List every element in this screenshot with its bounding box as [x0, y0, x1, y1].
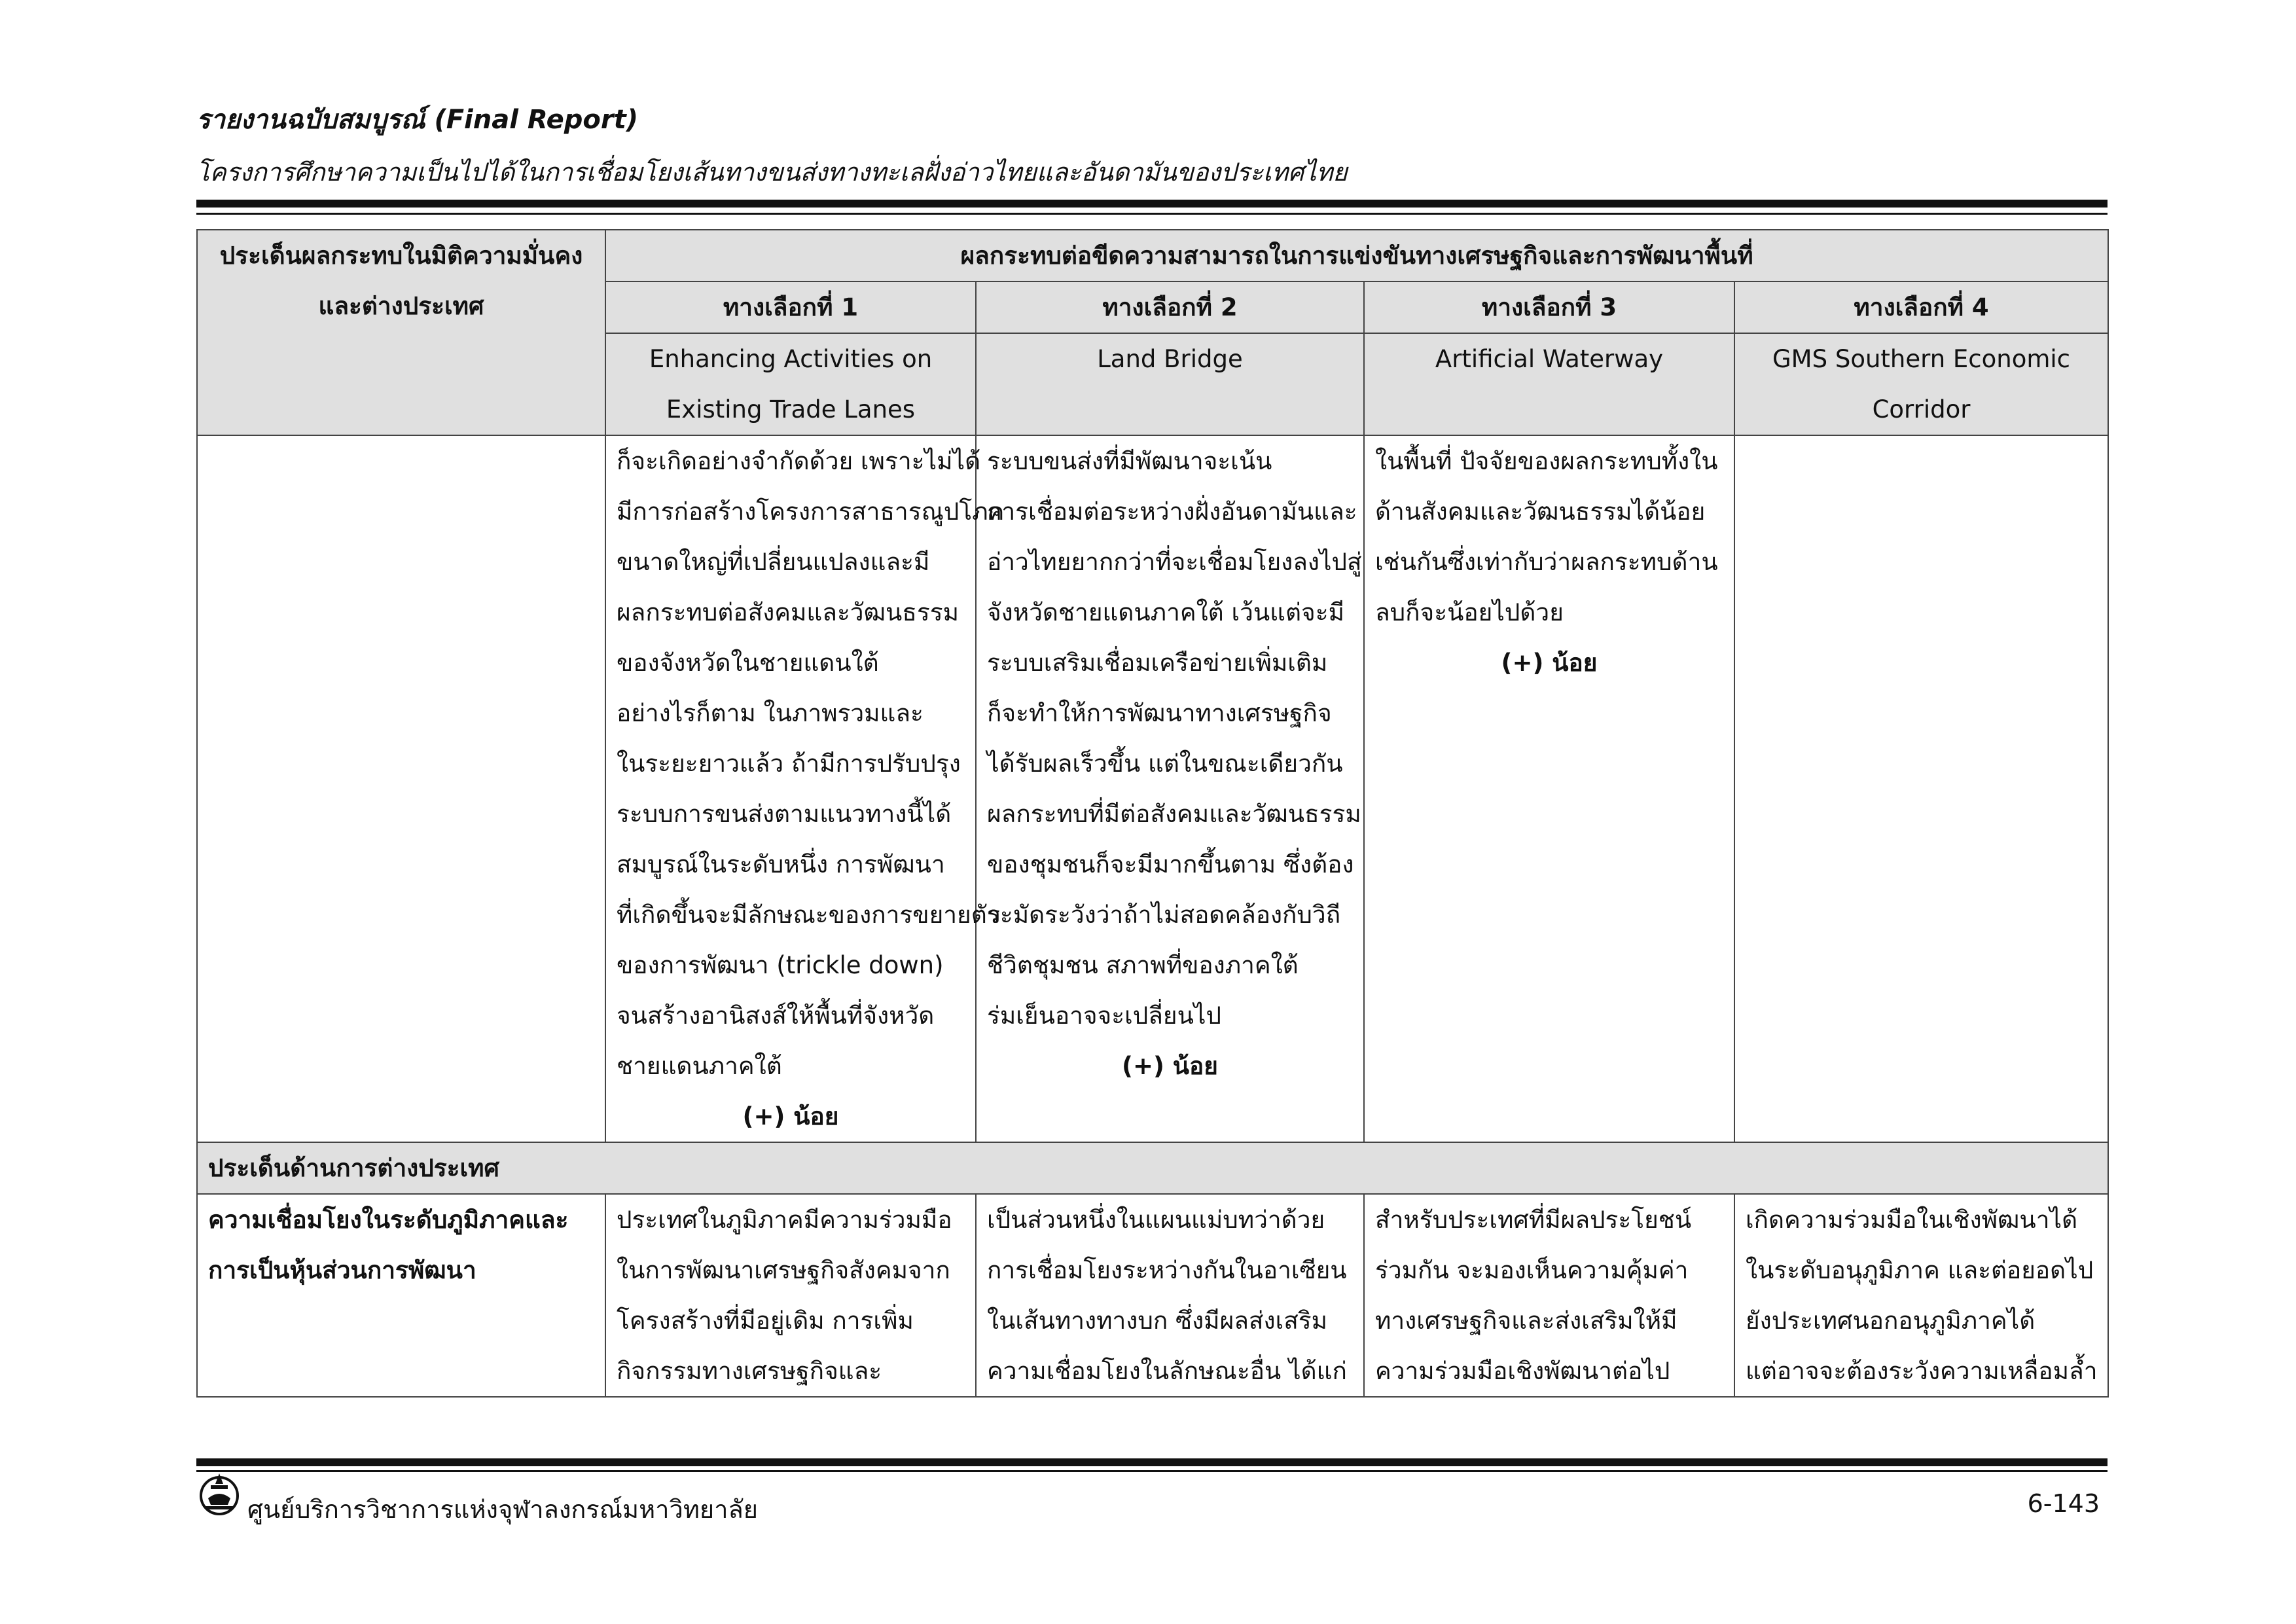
impact-rating: (+) น้อย — [1122, 1052, 1218, 1080]
row2-col4-cell — [1734, 1194, 2108, 1397]
text-line: ลบก็จะน้อยไปด้วย — [1375, 598, 1564, 626]
report-title: รายงานฉบับสมบูรณ์ (Final Report) — [196, 105, 639, 135]
text-line: อ่าวไทยยากกว่าที่จะเชื่อมโยงลงไปสู่ — [987, 548, 1362, 576]
text-line: กิจกรรมทางเศรษฐกิจและ — [617, 1357, 882, 1385]
left-header-cell — [197, 230, 605, 435]
footer-rule-thin — [196, 1470, 2108, 1472]
text-line: โครงสร้างที่มีอยู่เดิม การเพิ่ม — [617, 1307, 914, 1335]
text-line: ผลกระทบที่มีต่อสังคมและวัฒนธรรม — [987, 800, 1361, 828]
text-line: สมบูรณ์ในระดับหนึ่ง การพัฒนา — [617, 850, 945, 878]
text-line: จังหวัดชายแดนภาคใต้ เว้นแต่จะมี — [987, 598, 1344, 626]
option-3-name — [1364, 333, 1734, 435]
page-number: 6-143 — [2027, 1489, 2100, 1518]
option-1-name — [605, 333, 976, 435]
option-name-line: Artificial Waterway — [1435, 345, 1664, 373]
option-4-name — [1734, 333, 2108, 435]
text-line: ชายแดนภาคใต้ — [617, 1052, 782, 1080]
text-line: ระบบขนส่งที่มีพัฒนาจะเน้น — [987, 447, 1272, 475]
text-line: ในการพัฒนาเศรษฐกิจสังคมจาก — [617, 1256, 950, 1284]
text-line: ระมัดระวังว่าถ้าไม่สอดคล้องกับวิถี — [987, 901, 1341, 929]
header-rule-thin — [196, 213, 2108, 215]
footer-rule — [196, 1458, 2108, 1466]
table-row — [197, 435, 2108, 1142]
header-rule — [196, 200, 2108, 208]
text-line: เกิดความร่วมมือในเชิงพัฒนาได้ — [1746, 1206, 2078, 1234]
chula-emblem-icon — [196, 1470, 242, 1517]
text-line: ความเชื่อมโยงในลักษณะอื่น ได้แก่ — [987, 1357, 1347, 1385]
option-1-title: ทางเลือกที่ 1 — [605, 281, 976, 333]
text-line: ผลกระทบต่อสังคมและวัฒนธรรม — [617, 598, 960, 626]
text-line: เช่นกันซึ่งเท่ากับว่าผลกระทบด้าน — [1375, 548, 1718, 576]
text-line: การเป็นหุ้นส่วนการพัฒนา — [208, 1256, 476, 1284]
text-line: ทางเศรษฐกิจและส่งเสริมให้มี — [1375, 1307, 1677, 1335]
text-line: ขนาดใหญ่ที่เปลี่ยนแปลงและมี — [617, 548, 930, 576]
text-line: ในระยะยาวแล้ว ถ้ามีการปรับปรุง — [617, 749, 961, 778]
option-name-line: Land Bridge — [1097, 345, 1243, 373]
text-line: เป็นส่วนหนึ่งในแผนแม่บทว่าด้วย — [987, 1206, 1325, 1234]
text-line: จนสร้างอานิสงส์ให้พื้นที่จังหวัด — [617, 1001, 935, 1030]
text-line: ในเส้นทางทางบก ซึ่งมีผลส่งเสริม — [987, 1307, 1328, 1335]
table-row — [197, 1194, 2108, 1397]
row2-col2-cell — [976, 1194, 1364, 1397]
text-line: แต่อาจจะต้องระวังความเหลื่อมล้ำ — [1746, 1357, 2098, 1385]
text-line: ระบบการขนส่งตามแนวทางนี้ได้ — [617, 800, 952, 828]
text-line: ที่เกิดขึ้นจะมีลักษณะของการขยายตัว — [617, 901, 1001, 929]
text-line: ร่วมกัน จะมองเห็นความคุ้มค่า — [1375, 1256, 1689, 1284]
text-line: ของการพัฒนา (trickle down) — [617, 951, 944, 979]
option-2-title: ทางเลือกที่ 2 — [976, 281, 1364, 333]
text-line: ก็จะทำให้การพัฒนาทางเศรษฐกิจ — [987, 699, 1332, 727]
row2-label-cell — [197, 1194, 605, 1397]
option-2-name — [976, 333, 1364, 435]
project-title: โครงการศึกษาความเป็นไปได้ในการเชื่อมโยงเส้นทางขนส่งทางทะเลฝั่งอ่าวไทยและอันดามันของประเทศไทย — [196, 158, 1348, 187]
text-line: ก็จะเกิดอย่างจำกัดด้วย เพราะไม่ได้ — [617, 447, 981, 475]
row1-col4-cell — [1734, 435, 2108, 1142]
left-header-line: ประเด็นผลกระทบในมิติความมั่นคง — [219, 242, 583, 270]
option-3-title: ทางเลือกที่ 3 — [1364, 281, 1734, 333]
row1-label-cell — [197, 435, 605, 1142]
text-line: อย่างไรก็ตาม ในภาพรวมและ — [617, 699, 924, 727]
text-line: ของชุมชนก็จะมีมากขึ้นตาม ซึ่งต้อง — [987, 850, 1354, 878]
text-line: ของจังหวัดในชายแดนใต้ — [617, 649, 879, 677]
row1-col1-cell — [605, 435, 1005, 1142]
text-line: ชีวิตชุมชน สภาพที่ของภาคใต้ — [987, 951, 1299, 979]
top-header-cell: ผลกระทบต่อขีดความสามารถในการแข่งขันทางเศรษฐกิจและการพัฒนาพื้นที่ — [605, 230, 2108, 281]
text-line: การเชื่อมต่อระหว่างฝั่งอันดามันและ — [987, 497, 1357, 526]
impact-table — [196, 229, 2109, 1398]
text-line: ร่มเย็นอาจจะเปลี่ยนไป — [987, 1001, 1221, 1030]
impact-rating: (+) น้อย — [742, 1102, 839, 1130]
option-name-line: Existing Trade Lanes — [666, 395, 916, 424]
text-line: ยังประเทศนอกอนุภูมิภาคได้ — [1746, 1307, 2036, 1335]
text-line: ในพื้นที่ ปัจจัยของผลกระทบทั้งใน — [1375, 447, 1718, 475]
text-line: ด้านสังคมและวัฒนธรรมได้น้อย — [1375, 497, 1706, 526]
option-4-title: ทางเลือกที่ 4 — [1734, 281, 2108, 333]
left-header-line: และต่างประเทศ — [318, 292, 484, 320]
row1-col2-cell — [976, 435, 1364, 1142]
section-title: ประเด็นด้านการต่างประเทศ — [197, 1142, 2108, 1194]
text-line: ระบบเสริมเชื่อมเครือข่ายเพิ่มเติม — [987, 649, 1328, 677]
row2-col3-cell — [1364, 1194, 1734, 1397]
impact-rating: (+) น้อย — [1501, 649, 1598, 677]
option-name-line: Enhancing Activities on — [649, 345, 933, 373]
text-line: ในระดับอนุภูมิภาค และต่อยอดไป — [1746, 1256, 2094, 1284]
text-line: ได้รับผลเร็วขึ้น แต่ในขณะเดียวกัน — [987, 749, 1343, 778]
row2-col1-cell — [605, 1194, 976, 1397]
option-name-line: GMS Southern Economic — [1772, 345, 2071, 373]
text-line: ความร่วมมือเชิงพัฒนาต่อไป — [1375, 1357, 1670, 1385]
text-line: สำหรับประเทศที่มีผลประโยชน์ — [1375, 1206, 1692, 1234]
footer-institution: ศูนย์บริการวิชาการแห่งจุฬาลงกรณ์มหาวิทยาลัย — [247, 1495, 759, 1524]
text-line: ประเทศในภูมิภาคมีความร่วมมือ — [617, 1206, 952, 1234]
text-line: มีการก่อสร้างโครงการสาธารณูปโภค — [617, 497, 1005, 526]
text-line: ความเชื่อมโยงในระดับภูมิภาคและ — [208, 1206, 569, 1234]
row1-col3-cell — [1364, 435, 1734, 1142]
text-line: การเชื่อมโยงระหว่างกันในอาเซียน — [987, 1256, 1347, 1284]
option-name-line: Corridor — [1872, 395, 1971, 424]
